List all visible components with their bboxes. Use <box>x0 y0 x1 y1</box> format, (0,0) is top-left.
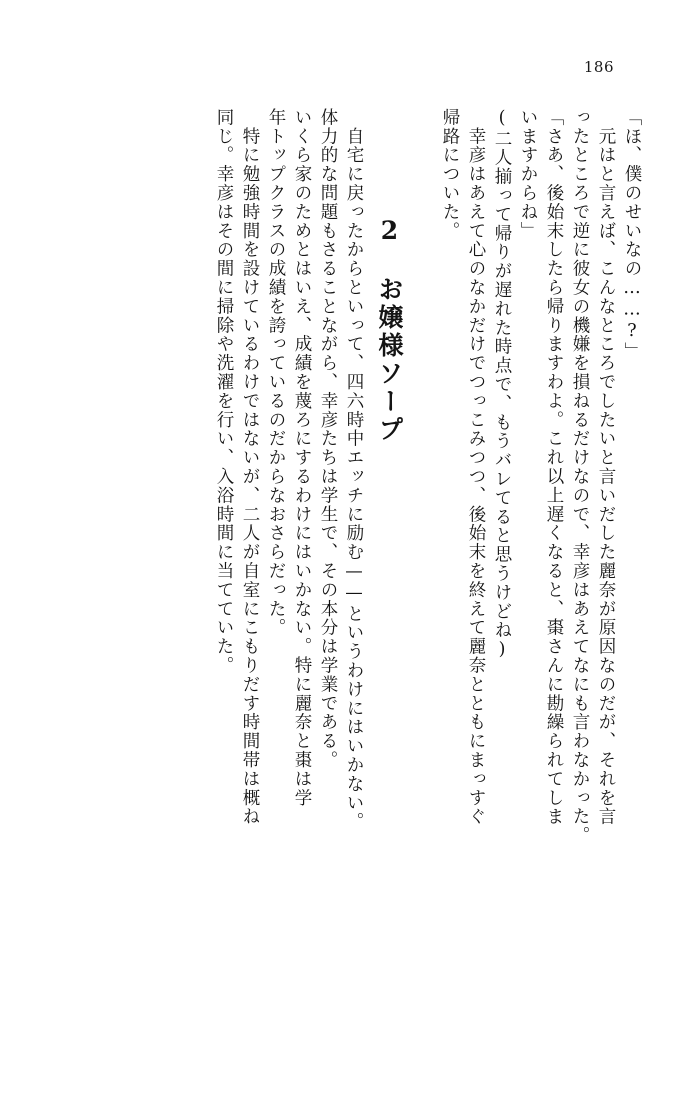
vertical-text-body <box>62 108 640 988</box>
section-heading: 2 お嬢様ソープ <box>375 216 404 444</box>
text-column: 元はと言えば、こんなところでしたいと言いだした麗奈が原因なのだが、それを言 <box>596 108 616 827</box>
text-column: ったところで逆に彼女の機嫌を損ねるだけなので、幸彦はあえてなにも言わなかった。 <box>570 108 590 846</box>
page-number: 186 <box>583 58 614 76</box>
text-column: 同じ。幸彦はその間に掃除や洗濯を行い、入浴時間に当てていた。 <box>214 108 234 675</box>
column-spacer <box>402 108 432 988</box>
text-column: 「さあ、後始末したら帰りますわよ。これ以上遅くなると、棗さんに勘繰られてしま <box>544 108 564 827</box>
text-column: (二人揃って帰りが遅れた時点で、もうバレてると思うけどね) <box>492 108 512 662</box>
text-column: いくら家のためとはいえ、成績を蔑ろにするわけにはいかない。特に麗奈と棗は学 <box>292 108 312 808</box>
text-column: 特に勉強時間を設けているわけではないが、二人が自室にこもりだす時間帯は概ね <box>240 108 260 827</box>
text-column: 体力的な問題もさることながら、幸彦たちは学生で、その本分は学業である。 <box>318 108 338 770</box>
text-column: 幸彦はあえて心のなかだけでつっこみつつ、後始末を終えて麗奈とともにまっすぐ <box>466 108 486 827</box>
text-column: 帰路についた。 <box>440 108 460 241</box>
text-column: 自宅に戻ったからといって、四六時中エッチに励む——というわけにはいかない。 <box>344 108 364 832</box>
text-column: いますからね」 <box>518 108 538 241</box>
text-column: 「ほ、僕のせいなの……?」 <box>622 108 642 362</box>
text-column: 年トップクラスの成績を誇っているのだからなおさらだった。 <box>266 108 286 638</box>
